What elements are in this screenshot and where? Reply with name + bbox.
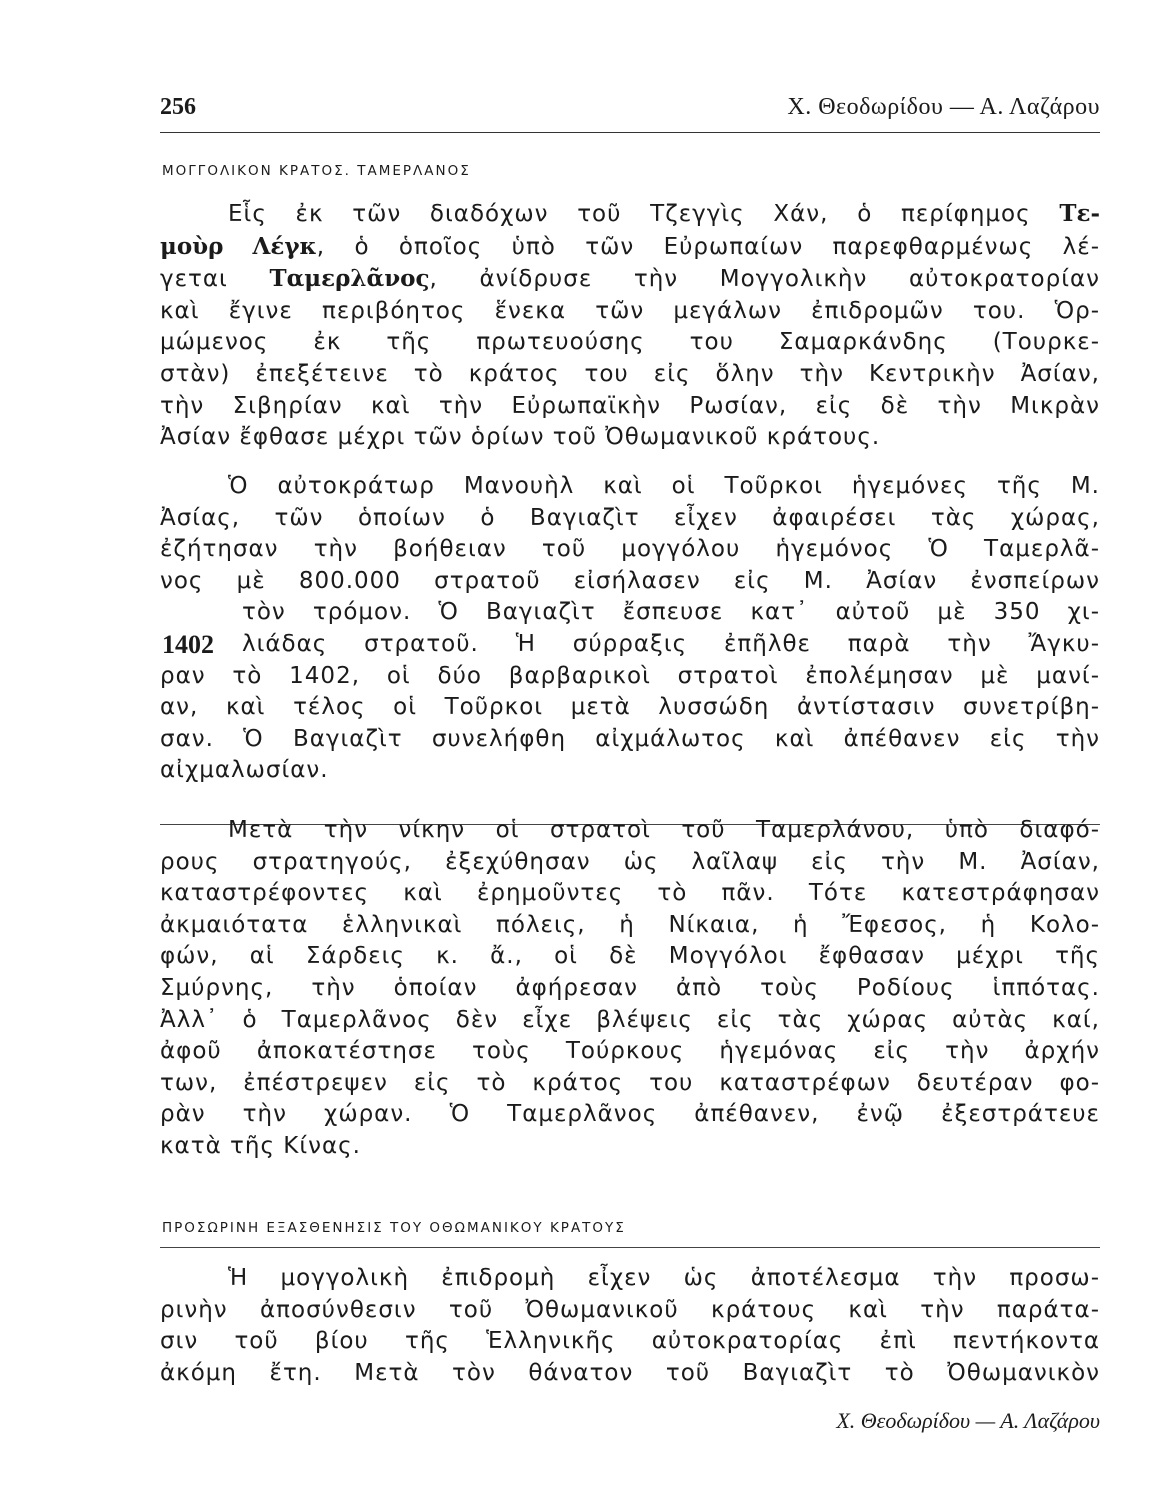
paragraph <box>160 198 1100 454</box>
text-line: Ὁ αὐτοκράτωρ Μανουὴλ καὶ οἱ Τοῦρκοι ἡγεμόνες τῆς Μ. <box>228 473 1100 499</box>
text-line: Ἀσίας, τῶν ὁποίων ὁ Βαγιαζὶτ εἶχεν ἀφαιρέσει τὰς χώρας, <box>160 504 1100 531</box>
text-line: καὶ ἔγινε περιβόητος ἕνεκα τῶν μεγάλων ἐπιδρομῶν του. Ὁρ- <box>160 297 1100 324</box>
text-line: ρους στρατηγούς, ἐξεχύθησαν ὡς λαῖλαψ εἰς τὴν Μ. Ἀσίαν, <box>160 848 1100 875</box>
text-line: ἀκμαιότατα ἑλληνικαὶ πόλεις, ἡ Νίκαια, ἡ Ἔφεσος, ἡ Κολο- <box>160 911 1100 938</box>
text-line: σαν. Ὁ Βαγιαζὶτ συνελήφθη αἰχμάλωτος καὶ ἀπέθανεν εἰς τὴν <box>160 725 1100 752</box>
text-line: Εἷς ἐκ τῶν διαδόχων τοῦ Τζεγγὶς Χάν, ὁ περίφημος Τε- <box>228 200 1100 227</box>
text-line: μώμενος ἐκ τῆς πρωτευούσης του Σαμαρκάνδης (Τουρκε- <box>160 329 1100 356</box>
text-line: στὰν) ἐπεξέτεινε τὸ κράτος του εἰς ὅλην τὴν Κεντρικὴν Ἀσίαν, <box>160 360 1100 387</box>
text-line: μοὺρ Λέγκ, ὁ ὁποῖος ὑπὸ τῶν Εὐρωπαίων παρεφθαρμένως λέ- <box>160 232 1101 260</box>
running-head: Χ. Θεοδωρίδου — Α. Λαζάρου <box>787 94 1100 120</box>
text-line: ἀκόμη ἔτη. Μετὰ τὸν θάνατον τοῦ Βαγιαζὶτ τὸ Ὀθωμανικὸν <box>160 1359 1100 1386</box>
text-line: τὸν τρόμον. Ὁ Βαγιαζὶτ ἔσπευσε κατ᾽ αὐτοῦ μὲ 350 χι- <box>242 599 1100 626</box>
text-line: φών, αἱ Σάρδεις κ. ἄ., οἱ δὲ Μογγόλοι ἔφθασαν μέχρι τῆς <box>160 943 1100 970</box>
margin-note-year: 1402 <box>162 630 214 659</box>
page-header <box>160 92 1100 133</box>
footer-credit: Χ. Θεοδωρίδου — Α. Λαζάρου <box>836 1408 1100 1433</box>
text-line: τὴν Σιβηρίαν καὶ τὴν Εὐρωπαϊκὴν Ρωσίαν, εἰς δὲ τὴν Μικρὰν <box>160 392 1100 419</box>
text-line: νος μὲ 800.000 στρατοῦ εἰσήλασεν εἰς Μ. Ἀσίαν ἐνσπείρων <box>160 567 1100 594</box>
paragraph <box>160 815 1100 1163</box>
text-line: σιν τοῦ βίου τῆς Ἑλληνικῆς αὐτοκρατορίας ἐπὶ πεντήκοντα <box>160 1328 1100 1355</box>
text-line: Σμύρνης, τὴν ὁποίαν ἀφήρεσαν ἀπὸ τοὺς Ροδίους ἱππότας. <box>160 974 1100 1001</box>
paragraph <box>160 471 1100 787</box>
text-line: αἰχμαλωσίαν. <box>160 757 329 784</box>
text-line: Μετὰ τὴν νίκην οἱ στρατοὶ τοῦ Ταμερλάνου, ὑπὸ διαφό- <box>228 817 1100 843</box>
divider-rule <box>160 1247 1100 1248</box>
text-line: γεται Ταμερλᾶνος, ἀνίδρυσε τὴν Μογγολικὴν αὐτοκρατορίαν <box>160 265 1100 293</box>
text-line: ἐζήτησαν τὴν βοήθειαν τοῦ μογγόλου ἡγεμόνος Ὁ Ταμερλᾶ- <box>160 536 1100 563</box>
text-line: Ἀλλ᾽ ὁ Ταμερλᾶνος δὲν εἶχε βλέψεις εἰς τὰς χώρας αὐτὰς καί, <box>160 1006 1100 1033</box>
text-line: ρινὴν ἀποσύνθεσιν τοῦ Ὀθωμανικοῦ κράτους καὶ τὴν παράτα- <box>160 1296 1100 1323</box>
text-line: κατὰ τῆς Κίνας. <box>160 1132 361 1159</box>
text-line: αν, καὶ τέλος οἱ Τοῦρκοι μετὰ λυσσώδη ἀντίστασιν συνετρίβη- <box>160 694 1100 721</box>
text-line: ρὰν τὴν χώραν. Ὁ Ταμερλᾶνος ἀπέθανεν, ἐνῷ ἐξεστράτευε <box>160 1101 1100 1128</box>
text-line: Ἡ μογγολικὴ ἐπιδρομὴ εἶχεν ὡς ἀποτέλεσμα τὴν προσω- <box>228 1265 1100 1291</box>
section-heading-mongol-state: ΜΟΓΓΟΛΙΚΟΝ ΚΡΑΤΟΣ. ΤΑΜΕΡΛΑΝΟΣ <box>162 163 471 179</box>
page-number: 256 <box>160 94 196 120</box>
text-line: λιάδας στρατοῦ. Ἡ σύρραξις ἐπῆλθε παρὰ τὴν Ἄγκυ- <box>242 630 1100 657</box>
text-line: καταστρέφοντες καὶ ἐρημοῦντες τὸ πᾶν. Τότε κατεστράφησαν <box>160 880 1100 907</box>
section-heading-ottoman-weakening: ΠΡΟΣΩΡΙΝΗ ΕΞΑΣΘΕΝΗΣΙΣ ΤΟΥ ΟΘΩΜΑΝΙΚΟΥ ΚΡΑΤΟΥΣ <box>162 1220 626 1236</box>
text-line: ἀφοῦ ἀποκατέστησε τοὺς Τούρκους ἡγεμόνας εἰς τὴν ἀρχήν <box>160 1038 1100 1065</box>
text-line: των, ἐπέστρεψεν εἰς τὸ κράτος του καταστρέφων δευτέραν φο- <box>160 1069 1100 1096</box>
paragraph <box>160 1263 1100 1389</box>
text-line: ραν τὸ 1402, οἱ δύο βαρβαρικοὶ στρατοὶ ἐπολέμησαν μὲ μανί- <box>160 662 1100 689</box>
text-line: Ἀσίαν ἔφθασε μέχρι τῶν ὁρίων τοῦ Ὀθωμανικοῦ κράτους. <box>160 424 881 451</box>
